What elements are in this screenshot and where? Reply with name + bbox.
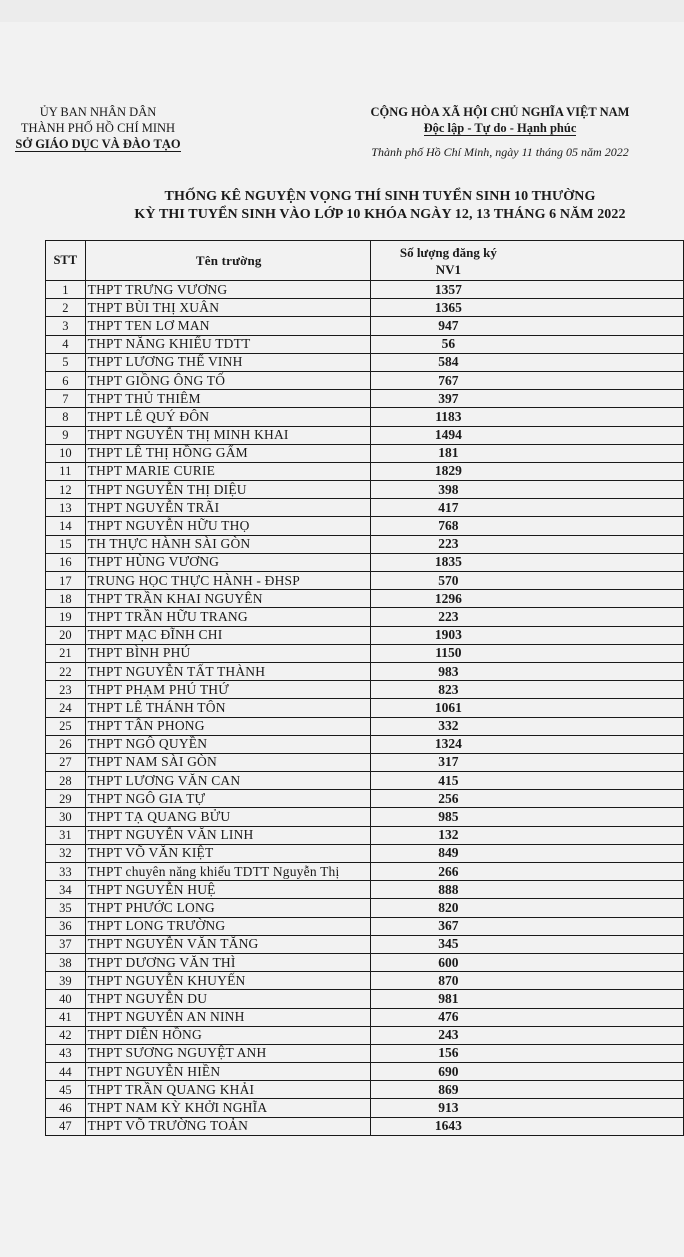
row-stt: 7: [46, 390, 86, 408]
table-row: [46, 1081, 684, 1099]
row-stt: 30: [46, 808, 86, 826]
table-row: [46, 462, 684, 480]
table-row: [46, 590, 684, 608]
national-motto: Độc lập - Tự do - Hạnh phúc: [423, 121, 577, 135]
table-body: [46, 281, 684, 1136]
row-count: 415: [438, 772, 459, 788]
row-count-cell: [370, 299, 683, 317]
row-stt: 35: [46, 899, 86, 917]
row-school-name: THPT NGUYỄN HIỀN: [85, 1063, 370, 1081]
row-count-cell: [370, 1044, 683, 1062]
row-count: 983: [438, 663, 459, 679]
row-stt: 22: [46, 662, 86, 680]
row-count-cell: [370, 826, 683, 844]
table-row: [46, 644, 684, 662]
row-count-cell: [370, 772, 683, 790]
document-title: [80, 188, 680, 224]
row-school-name: THPT LONG TRƯỜNG: [85, 917, 370, 935]
row-count-cell: [370, 535, 683, 553]
row-count: 1324: [434, 736, 462, 752]
row-count: 1643: [434, 1118, 462, 1134]
row-count-cell: [370, 608, 683, 626]
row-count: 1835: [434, 554, 462, 570]
table-row: [46, 935, 684, 953]
row-count: 888: [438, 881, 459, 897]
row-count-cell: [370, 517, 683, 535]
row-count: 256: [438, 790, 459, 806]
row-school-name: THPT SƯƠNG NGUYỆT ANH: [85, 1044, 370, 1062]
row-school-name: THPT NĂNG KHIẾU TDTT: [85, 335, 370, 353]
row-count: 823: [438, 681, 459, 697]
row-stt: 29: [46, 790, 86, 808]
header-count-line-2: NV1: [435, 261, 461, 277]
table-row: [46, 535, 684, 553]
row-count: 981: [438, 990, 459, 1006]
row-count-cell: [370, 462, 683, 480]
issuer-header: [0, 104, 196, 152]
row-count: 132: [438, 827, 459, 843]
row-count: 849: [438, 845, 459, 861]
row-count: 1183: [435, 408, 462, 424]
table-row: [46, 681, 684, 699]
table-row: [46, 790, 684, 808]
row-school-name: THPT DƯƠNG VĂN THÌ: [85, 953, 370, 971]
row-stt: 34: [46, 881, 86, 899]
table-row: [46, 699, 684, 717]
row-stt: 2: [46, 299, 86, 317]
row-school-name: THPT GIỒNG ÔNG TỐ: [85, 371, 370, 389]
row-school-name: THPT NAM SÀI GÒN: [85, 753, 370, 771]
table-row: [46, 735, 684, 753]
row-school-name: THPT NGÔ GIA TỰ: [85, 790, 370, 808]
row-count-cell: [370, 808, 683, 826]
issuer-line-1: ỦY BAN NHÂN DÂN: [39, 105, 157, 119]
table-row: [46, 717, 684, 735]
row-school-name: THPT LÊ THỊ HỒNG GẤM: [85, 444, 370, 462]
row-count-cell: [370, 972, 683, 990]
row-stt: 11: [46, 462, 86, 480]
row-count: 181: [438, 445, 459, 461]
row-count: 332: [438, 718, 459, 734]
row-school-name: THPT DIÊN HỒNG: [85, 1026, 370, 1044]
table-row: [46, 299, 684, 317]
table-row: [46, 608, 684, 626]
row-count-cell: [370, 662, 683, 680]
row-count-cell: [370, 863, 683, 881]
row-count-cell: [370, 444, 683, 462]
row-count-cell: [370, 681, 683, 699]
row-school-name: THPT THỦ THIÊM: [85, 390, 370, 408]
row-stt: 42: [46, 1026, 86, 1044]
row-count: 156: [438, 1045, 459, 1061]
row-stt: 44: [46, 1063, 86, 1081]
table-row: [46, 1008, 684, 1026]
row-school-name: THPT PHẠM PHÚ THỨ: [85, 681, 370, 699]
header-count-line-1: Số lượng đăng ký: [399, 244, 497, 260]
row-count: 317: [438, 754, 459, 770]
row-stt: 6: [46, 371, 86, 389]
table-row: [46, 517, 684, 535]
row-stt: 33: [46, 863, 86, 881]
row-stt: 9: [46, 426, 86, 444]
row-school-name: THPT NGUYỄN HUỆ: [85, 881, 370, 899]
table-row: [46, 1063, 684, 1081]
row-count: 476: [438, 1009, 459, 1025]
row-count-cell: [370, 899, 683, 917]
row-school-name: THPT TRƯNG VƯƠNG: [85, 281, 370, 299]
issuer-line-2: THÀNH PHỐ HỒ CHÍ MINH: [20, 121, 176, 135]
row-count: 1829: [434, 463, 462, 479]
row-count-cell: [370, 717, 683, 735]
row-school-name: THPT NGUYỄN VĂN TĂNG: [85, 935, 370, 953]
row-count: 913: [438, 1100, 459, 1116]
registration-table: [45, 240, 684, 1136]
row-school-name: THPT TÂN PHONG: [85, 717, 370, 735]
row-stt: 17: [46, 572, 86, 590]
row-stt: 10: [46, 444, 86, 462]
row-count-cell: [370, 1081, 683, 1099]
row-stt: 43: [46, 1044, 86, 1062]
row-school-name: THPT LÊ THÁNH TÔN: [85, 699, 370, 717]
row-count: 243: [438, 1027, 459, 1043]
row-school-name: THPT PHƯỚC LONG: [85, 899, 370, 917]
row-count-cell: [370, 1117, 683, 1135]
row-school-name: TRUNG HỌC THỰC HÀNH - ĐHSP: [85, 572, 370, 590]
row-count-cell: [370, 699, 683, 717]
row-stt: 45: [46, 1081, 86, 1099]
table-row: [46, 371, 684, 389]
row-stt: 41: [46, 1008, 86, 1026]
row-count: 417: [438, 499, 459, 515]
row-stt: 39: [46, 972, 86, 990]
row-count-cell: [370, 753, 683, 771]
row-stt: 24: [46, 699, 86, 717]
row-school-name: THPT chuyên năng khiếu TDTT Nguyễn Thị: [85, 863, 370, 881]
row-school-name: THPT LÊ QUÝ ĐÔN: [85, 408, 370, 426]
row-school-name: THPT BÙI THỊ XUÂN: [85, 299, 370, 317]
national-header: [356, 104, 644, 160]
row-count-cell: [370, 1026, 683, 1044]
row-count-cell: [370, 335, 683, 353]
table-row: [46, 353, 684, 371]
table-row: [46, 1099, 684, 1117]
row-count-cell: [370, 935, 683, 953]
row-count: 1296: [434, 590, 462, 606]
row-school-name: THPT HÙNG VƯƠNG: [85, 553, 370, 571]
row-count: 584: [438, 354, 459, 370]
row-stt: 15: [46, 535, 86, 553]
row-school-name: THPT TEN LƠ MAN: [85, 317, 370, 335]
row-count-cell: [370, 990, 683, 1008]
row-school-name: THPT LƯƠNG THẾ VINH: [85, 353, 370, 371]
table-row: [46, 972, 684, 990]
row-school-name: THPT NGUYỄN TẤT THÀNH: [85, 662, 370, 680]
row-stt: 1: [46, 281, 86, 299]
row-school-name: THPT NAM KỲ KHỞI NGHĨA: [85, 1099, 370, 1117]
row-stt: 4: [46, 335, 86, 353]
table-row: [46, 772, 684, 790]
row-count-cell: [370, 1099, 683, 1117]
row-stt: 47: [46, 1117, 86, 1135]
table-row: [46, 481, 684, 499]
row-school-name: THPT NGÔ QUYỀN: [85, 735, 370, 753]
table-row: [46, 317, 684, 335]
row-stt: 13: [46, 499, 86, 517]
row-stt: 12: [46, 481, 86, 499]
table-row: [46, 553, 684, 571]
table-row: [46, 426, 684, 444]
row-stt: 40: [46, 990, 86, 1008]
row-stt: 25: [46, 717, 86, 735]
top-band: [0, 0, 684, 22]
row-stt: 31: [46, 826, 86, 844]
row-count: 570: [438, 572, 459, 588]
national-title: CỘNG HÒA XÃ HỘI CHỦ NGHĨA VIỆT NAM: [370, 105, 630, 119]
table-row: [46, 1117, 684, 1135]
table-row: [46, 826, 684, 844]
row-school-name: THPT NGUYỄN TRÃI: [85, 499, 370, 517]
issuer-department: SỞ GIÁO DỤC VÀ ĐÀO TẠO: [15, 137, 181, 151]
table-row: [46, 444, 684, 462]
header-count: [370, 241, 683, 281]
row-count: 870: [438, 972, 459, 988]
table-row: [46, 844, 684, 862]
row-count: 600: [438, 954, 459, 970]
row-stt: 23: [46, 681, 86, 699]
header-school-name: Tên trường: [85, 241, 370, 281]
row-count-cell: [370, 735, 683, 753]
row-school-name: THPT TRẦN KHAI NGUYÊN: [85, 590, 370, 608]
row-count: 345: [438, 936, 459, 952]
row-count-cell: [370, 1063, 683, 1081]
row-count: 266: [438, 863, 459, 879]
row-school-name: THPT TRẦN QUANG KHẢI: [85, 1081, 370, 1099]
row-count: 223: [438, 608, 459, 624]
row-count: 947: [438, 317, 459, 333]
row-stt: 36: [46, 917, 86, 935]
row-count: 1365: [434, 299, 462, 315]
row-school-name: THPT LƯƠNG VĂN CAN: [85, 772, 370, 790]
title-line-1: THỐNG KÊ NGUYỆN VỌNG THÍ SINH TUYỂN SINH 10 THƯỜNG: [164, 189, 596, 204]
table-row: [46, 572, 684, 590]
row-stt: 20: [46, 626, 86, 644]
row-school-name: THPT NGUYỄN HỮU THỌ: [85, 517, 370, 535]
row-school-name: THPT MẠC ĐĨNH CHI: [85, 626, 370, 644]
row-count-cell: [370, 553, 683, 571]
row-count-cell: [370, 408, 683, 426]
row-school-name: THPT MARIE CURIE: [85, 462, 370, 480]
table-row: [46, 863, 684, 881]
row-count-cell: [370, 390, 683, 408]
row-count: 869: [438, 1081, 459, 1097]
row-count: 767: [438, 372, 459, 388]
row-count: 1494: [434, 427, 462, 443]
table-row: [46, 335, 684, 353]
row-count: 397: [438, 390, 459, 406]
table-row: [46, 808, 684, 826]
row-stt: 16: [46, 553, 86, 571]
row-count-cell: [370, 426, 683, 444]
table-header-row: [46, 241, 684, 281]
table-row: [46, 626, 684, 644]
table-row: [46, 953, 684, 971]
row-stt: 27: [46, 753, 86, 771]
table-row: [46, 917, 684, 935]
row-count: 768: [438, 518, 459, 534]
table-row: [46, 1044, 684, 1062]
row-count-cell: [370, 1008, 683, 1026]
row-stt: 8: [46, 408, 86, 426]
row-count: 1061: [434, 699, 462, 715]
table-row: [46, 408, 684, 426]
row-school-name: THPT NGUYỄN VĂN LINH: [85, 826, 370, 844]
row-stt: 37: [46, 935, 86, 953]
row-stt: 38: [46, 953, 86, 971]
row-count-cell: [370, 644, 683, 662]
row-stt: 46: [46, 1099, 86, 1117]
row-school-name: THPT NGUYỄN THỊ DIỆU: [85, 481, 370, 499]
document-date: Thành phố Hồ Chí Minh, ngày 11 tháng 05 năm 2022: [371, 145, 629, 159]
row-stt: 5: [46, 353, 86, 371]
row-count-cell: [370, 917, 683, 935]
title-line-2: KỲ THI TUYỂN SINH VÀO LỚP 10 KHÓA NGÀY 12, 13 THÁNG 6 NĂM 2022: [134, 207, 626, 222]
row-stt: 32: [46, 844, 86, 862]
row-count-cell: [370, 844, 683, 862]
row-count-cell: [370, 317, 683, 335]
table-row: [46, 1026, 684, 1044]
row-count: 1150: [435, 645, 462, 661]
row-count-cell: [370, 790, 683, 808]
row-stt: 14: [46, 517, 86, 535]
row-school-name: THPT BÌNH PHÚ: [85, 644, 370, 662]
row-stt: 3: [46, 317, 86, 335]
row-count-cell: [370, 481, 683, 499]
row-school-name: THPT VÕ VĂN KIỆT: [85, 844, 370, 862]
row-count: 1357: [434, 281, 462, 297]
row-count-cell: [370, 353, 683, 371]
row-count-cell: [370, 881, 683, 899]
row-stt: 21: [46, 644, 86, 662]
row-count-cell: [370, 281, 683, 299]
table-row: [46, 753, 684, 771]
row-count: 1903: [434, 627, 462, 643]
row-school-name: THPT TẠ QUANG BỬU: [85, 808, 370, 826]
table-row: [46, 390, 684, 408]
row-count-cell: [370, 371, 683, 389]
row-count: 690: [438, 1063, 459, 1079]
row-count-cell: [370, 499, 683, 517]
table-row: [46, 881, 684, 899]
row-stt: 28: [46, 772, 86, 790]
row-school-name: TH THỰC HÀNH SÀI GÒN: [85, 535, 370, 553]
row-count: 398: [438, 481, 459, 497]
row-stt: 19: [46, 608, 86, 626]
row-school-name: THPT VÕ TRƯỜNG TOẢN: [85, 1117, 370, 1135]
row-count-cell: [370, 953, 683, 971]
row-count: 56: [441, 336, 456, 352]
table-row: [46, 990, 684, 1008]
row-count: 985: [438, 809, 459, 825]
row-stt: 18: [46, 590, 86, 608]
header-stt: STT: [46, 241, 86, 281]
table-row: [46, 281, 684, 299]
row-count-cell: [370, 626, 683, 644]
row-count-cell: [370, 572, 683, 590]
row-count: 367: [438, 918, 459, 934]
row-stt: 26: [46, 735, 86, 753]
row-school-name: THPT TRẦN HỮU TRANG: [85, 608, 370, 626]
row-school-name: THPT NGUYỄN THỊ MINH KHAI: [85, 426, 370, 444]
table-row: [46, 662, 684, 680]
row-school-name: THPT NGUYỄN AN NINH: [85, 1008, 370, 1026]
row-count: 820: [438, 899, 459, 915]
table-row: [46, 899, 684, 917]
row-count-cell: [370, 590, 683, 608]
table-row: [46, 499, 684, 517]
row-school-name: THPT NGUYỄN KHUYẾN: [85, 972, 370, 990]
row-school-name: THPT NGUYỄN DU: [85, 990, 370, 1008]
row-count: 223: [438, 536, 459, 552]
